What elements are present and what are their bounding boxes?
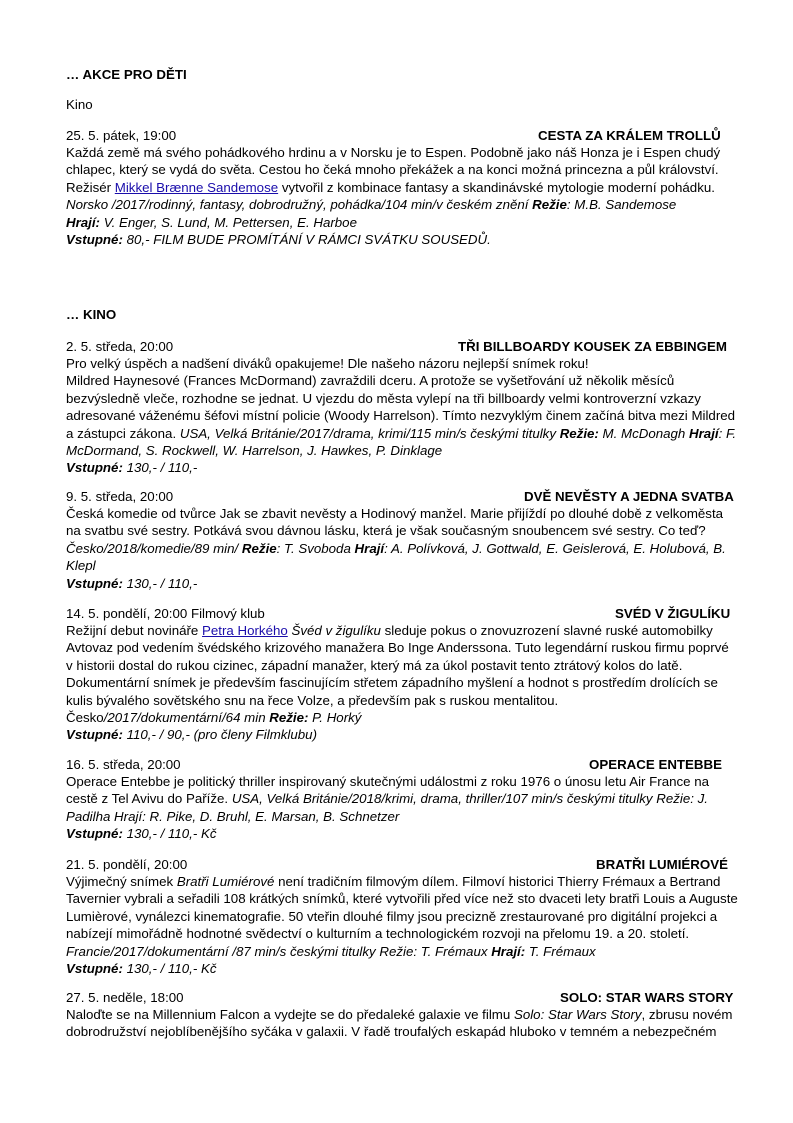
event-date: 21. 5. pondělí, 20:00 xyxy=(66,857,188,872)
event-date: 27. 5. neděle, 18:00 xyxy=(66,990,184,1005)
event-info: Norsko /2017/rodinný, fantasy, dobrodružný, pohádka/104 min/v českém znění Režie: M.B. Sandemose xyxy=(66,197,677,213)
event-title: DVĚ NEVĚSTY A JEDNA SVATBA xyxy=(524,489,734,504)
director-link[interactable]: Petra Horkého xyxy=(202,623,288,638)
event-ticket: Vstupné: 130,- / 110,- xyxy=(66,460,198,476)
event-sved-v-zigulíku xyxy=(66,605,738,744)
event-cast: Hrají: V. Enger, S. Lund, M. Pettersen, E. Harboe xyxy=(66,214,357,230)
event-description: Česká komedie od tvůrce Jak se zbavit nevěsty a Hodinový manžel. Marie přijíždí po dlouhé době z velkoměsta na svatbu své sestry. Potkává svou dávnou lásku, která je však současným snoubencem své sestry. Co teď? xyxy=(66,506,724,539)
event-info: Česko/2017/dokumentární/64 min Režie: P. Horký xyxy=(66,710,362,726)
event-date: 9. 5. středa, 20:00 xyxy=(66,489,174,504)
section-heading-cinema: … KINO xyxy=(66,307,117,322)
event-ticket: Vstupné: 130,- / 110,- Kč xyxy=(66,961,217,977)
event-info: Česko/2018/komedie/89 min/ Režie: T. Svoboda Hrají: A. Polívková, J. Gottwald, E. Geislerová, E. Holubová, B. Klepl xyxy=(66,540,726,574)
event-ticket: Vstupné: 130,- / 110,- xyxy=(66,575,198,591)
event-date: 16. 5. středa, 20:00 xyxy=(66,757,181,772)
event-three-billboards xyxy=(66,338,738,477)
event-description-2: Mildred Haynesové (Frances McDormand) zavraždili dceru. A protože se vyšetřování už několik měsíců bezvýsledně vleče, rozhodne se jednat. U vjezdu do města vylepí na tři billboardy velmi kontroverzní vzkazy adresované váženému šéfovi místní policie (Woody Harrelson). Tímto nezvyklým činem začíná bitva mezi Mildred a zástupci zákona. USA, Velká Británie/2017/drama, krimi/115 min/s českými titulky Režie: M. McDonagh Hrají: F. McDormand, S. Rockwell, W. Harrelson, J. Hawkes, P. Dinklage xyxy=(66,373,737,459)
event-description: Výjimečný snímek Bratři Lumiérové není tradičním filmovým dílem. Filmoví historici Thierry Frémaux a Bertrand Tavernier vybrali a seřadili 108 krátkých snímků, které vytvořili před více než sto dvaceti lety bratři Louis a Auguste Lumièrové, vynálezci kinematografie. 50 vteřin dlouhé filmy jsou precizně zrestaurované pro digitální projekci a nabízejí mimořádně hodnotné svědectví o kulturním a technologickém rozvoji na přelomu 19. a 20. století. Francie/2017/dokumentární /87 min/s českými titulky Režie: T. Frémaux Hrají: T. Frémaux xyxy=(66,874,738,959)
event-bratri-lumierove xyxy=(66,856,738,977)
event-description: Režijní debut novináře Petra Horkého Švéd v žigulíku sleduje pokus o znovuzrození slavné ruské automobilky Avtovaz pod vedením švédského krizového manažera Bo Inge Anderssona. Tuto legendární ruskou firmu poprvé v historii dostal do rukou cizinec, západní manažer, který má za úkol postavit tento ztrátový kolos do latě. Dokumentární snímek je především fascinujícím střetem západního myšlení a hodnot s prostředím drolících se kulis bývalého sovětského snu na řece Volze, a především pak s ruskou mentalitou. xyxy=(66,623,729,708)
event-date: 25. 5. pátek, 19:00 xyxy=(66,128,177,143)
event-description: Každá země má svého pohádkového hrdinu a v Norsku je to Espen. Podobně jako náš Honza je i Espen chudý chlapec, který se vydá do světa. Cestou ho čeká mnoho překážek a na konci možná princezna a půl království. xyxy=(66,145,721,178)
director-link[interactable]: Mikkel Brænne Sandemose xyxy=(114,179,279,195)
event-date: 14. 5. pondělí, 20:00 Filmový klub xyxy=(66,606,265,621)
event-solo-star-wars xyxy=(66,989,738,1041)
event-description: Pro velký úspěch a nadšení diváků opakujeme! Dle našeho názoru nejlepší snímek roku! xyxy=(66,356,589,371)
event-title: SOLO: STAR WARS STORY xyxy=(560,990,734,1005)
event-title: BRATŘI LUMIÉROVÉ xyxy=(596,857,728,872)
event-two-brides xyxy=(66,488,738,592)
event-ticket: Vstupné: 80,- FILM BUDE PROMÍTÁNÍ V RÁMCI SVÁTKU SOUSEDŮ. xyxy=(66,232,491,248)
event-ticket: Vstupné: 130,- / 110,- Kč xyxy=(66,826,217,842)
event-title: TŘI BILLBOARDY KOUSEK ZA EBBINGEM xyxy=(458,339,727,354)
event-title: SVÉD V ŽIGULÍKU xyxy=(615,606,731,621)
section-subheading-kino: Kino xyxy=(66,97,93,112)
event-description: Naloďte se na Millennium Falcon a vydejte se do předaleké galaxie ve filmu Solo: Star Wars Story, zbrusu novém dobrodružství nejoblíbenějšího syčáka v galaxii. V řadě troufalých eskapád hluboko v temném a nebezpečném xyxy=(66,1007,733,1040)
event-date: 2. 5. středa, 20:00 xyxy=(66,339,174,354)
section-heading-kids: … AKCE PRO DĚTI xyxy=(66,67,187,82)
event-title: CESTA ZA KRÁLEM TROLLŮ xyxy=(538,128,721,143)
event-director-line: Režisér Mikkel Brænne Sandemose vytvořil z kombinace fantasy a skandinávské mytologie moderní pohádku. xyxy=(66,179,715,195)
event-description: Operace Entebbe je politický thriller inspirovaný skutečnými událostmi z roku 1976 o únosu letu Air France na cestě z Tel Avivu do Paříže. USA, Velká Británie/2018/krimi, drama, thriller/107 min/s českými titulky Režie: J. Padilha Hrají: R. Pike, D. Bruhl, E. Marsan, B. Schnetzer xyxy=(66,774,710,824)
event-ticket: Vstupné: 110,- / 90,- (pro členy Filmklubu) xyxy=(66,727,317,743)
event-title: OPERACE ENTEBBE xyxy=(589,757,722,772)
event-operace-entebbe xyxy=(66,756,738,843)
event-trolls xyxy=(66,127,738,248)
